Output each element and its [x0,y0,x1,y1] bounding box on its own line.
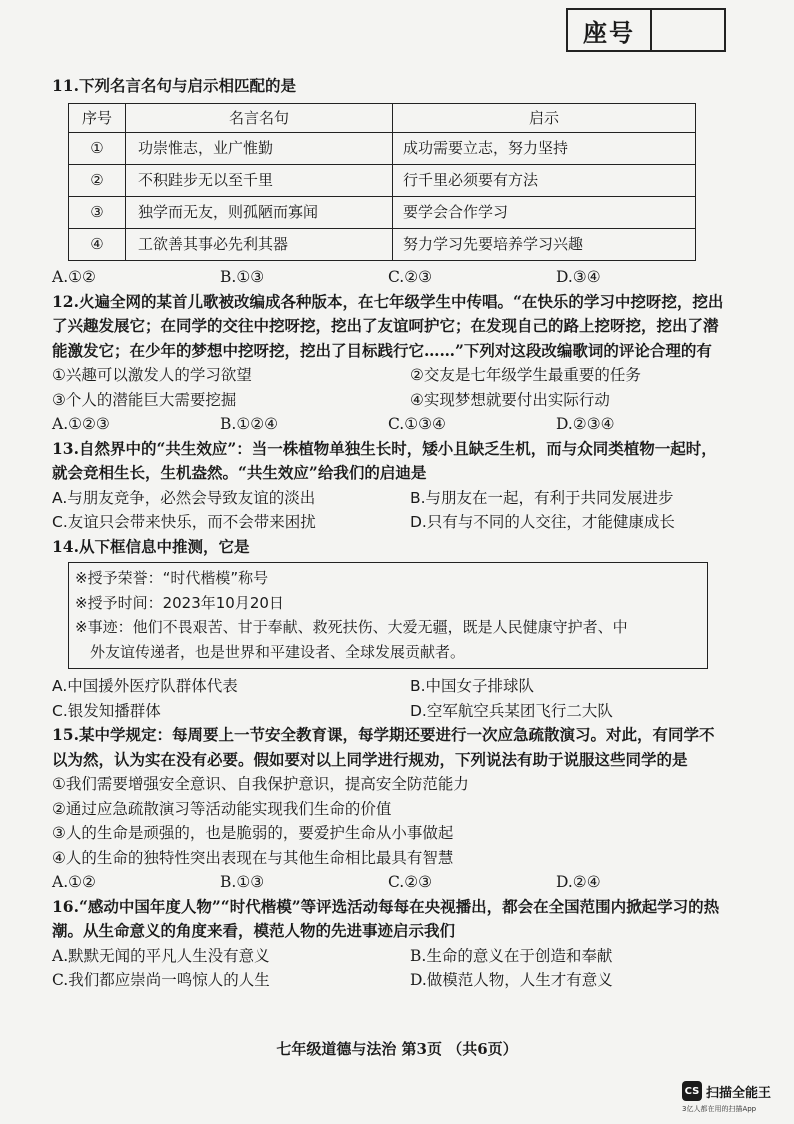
question-13 [52,437,724,535]
motto-quote: 不积跬步无以至千里 [126,165,393,197]
option-d: D.②③④ [556,415,615,433]
option-d: D.空军航空兵某团飞行二大队 [410,701,613,720]
option-a: A.①② [52,268,96,286]
statement: ④人的生命的独特性突出表现在与其他生命相比最具有智慧 [52,848,454,867]
motto-insight: 努力学习先要培养学习兴趣 [393,229,696,261]
page-footer: 七年级道德与法治 第3页 （共6页） [276,1040,518,1058]
answer-options [52,265,724,290]
seat-label: 座号 [568,10,652,50]
option-c: C.①③④ [388,415,446,433]
statement: ③人的生命是顽强的，也是脆弱的，要爱护生命从小事做起 [52,824,454,842]
answer-options [52,486,724,535]
option-c: C.②③ [388,873,433,891]
table-header: 启示 [393,103,696,133]
camscanner-icon: CS [682,1081,702,1101]
info-box [68,562,708,669]
motto-quote: 功崇惟志，业广惟勤 [126,133,393,165]
question-stem: 16.“感动中国年度人物”“时代楷模”等评选活动每每在央视播出，都会在全国范围内掀起学习的热潮。从生命意义的角度来看，模范人物的先进事迹启示我们 [52,896,720,940]
question-16 [52,895,724,993]
question-stem: 13.自然界中的“共生效应”：当一株植物单独生长时，矮小且缺乏生机，而与众同类植物一起时，就会竞相生长，生机盎然。“共生效应”给我们的启迪是 [52,438,717,482]
seat-value-blank [652,10,724,50]
question-14 [52,535,724,724]
option-b: B.与朋友在一起，有利于共同发展进步 [410,488,674,507]
row-number: ④ [69,229,126,261]
table-row [69,229,696,261]
motto-quote: 独学而无友，则孤陋而寡闻 [126,197,393,229]
answer-options [52,870,724,895]
statement: ②交友是七年级学生最重要的任务 [410,366,641,384]
option-c: C.②③ [388,268,433,286]
option-b: B.生命的意义在于创造和奉献 [410,946,613,965]
question-stem: 12.火遍全网的某首儿歌被改编成各种版本，在七年级学生中传唱。“在快乐的学习中挖呀挖，挖出了兴趣发展它；在同学的交往中挖呀挖，挖出了友谊呵护它；在发现自己的路上挖呀挖，挖出了潜能激发它；在少年的梦想中挖呀挖，挖出了目标践行它……”下列对这段改编歌词的评论合理的有 [52,291,724,360]
option-d: D.③④ [556,268,601,286]
question-list [52,74,724,993]
info-line: ※授予荣誉：“时代楷模”称号 [75,569,269,587]
answer-options [52,674,724,723]
option-a: A.与朋友竞争，必然会导致友谊的淡出 [52,488,316,507]
row-number: ③ [69,197,126,229]
row-number: ② [69,165,126,197]
question-stem: 14.从下框信息中推测，它是 [52,536,250,556]
option-d: D.做模范人物，人生才有意义 [410,971,613,989]
option-b: B.①②④ [220,415,279,433]
question-stem: 15.某中学规定：每周要上一节安全教育课，每学期还要进行一次应急疏散演习。对此，有同学不以为然，认为实在没有必要。假如要对以上同学进行规劝，下列说法有助于说服这些同学的是 [52,725,715,769]
statement: ①我们需要增强安全意识、自我保护意识，提高安全防范能力 [52,775,469,793]
watermark-name: 扫描全能王 [706,1085,772,1101]
statement: ④实现梦想就要付出实际行动 [410,390,610,409]
table-header-row [69,103,696,133]
option-c: C.我们都应崇尚一鸣惊人的人生 [52,971,270,989]
option-d: D.只有与不同的人交往，才能健康成长 [410,513,675,531]
motto-insight: 要学会合作学习 [393,197,696,229]
table-row [69,133,696,165]
option-a: A.中国援外医疗队群体代表 [52,677,238,695]
question-stem: 11.下列名言名句与启示相匹配的是 [52,76,296,95]
motto-insight: 成功需要立志，努力坚持 [393,133,696,165]
table-header: 名言名句 [126,103,393,133]
option-d: D.②④ [556,873,601,891]
option-a: A.①②③ [52,415,110,433]
question-12 [52,290,724,437]
info-line: ※授予时间：2023年10月20日 [75,593,284,612]
motto-table [68,103,696,262]
info-line: 外友谊传递者，也是世界和平建设者、全球发展贡献者。 [90,642,466,661]
statement: ③个人的潜能巨大需要挖掘 [52,390,237,409]
option-a: A.①② [52,873,96,891]
question-11 [52,74,724,290]
motto-insight: 行千里必须要有方法 [393,165,696,197]
option-c: C.银发知播群体 [52,701,161,720]
scanner-watermark [682,1081,771,1101]
row-number: ① [69,133,126,165]
option-b: B.①③ [220,268,265,286]
option-b: B.中国女子排球队 [410,677,535,695]
answer-options [52,412,724,437]
motto-quote: 工欲善其事必先利其器 [126,229,393,261]
option-b: B.①③ [220,873,265,891]
statement: ①兴趣可以激发人的学习欲望 [52,366,252,384]
table-row [69,197,696,229]
statement-list [52,363,724,412]
option-c: C.友谊只会带来快乐，而不会带来困扰 [52,513,316,531]
seat-number-box [566,8,726,52]
answer-options [52,944,724,993]
table-header: 序号 [69,103,126,133]
option-a: A.默默无闻的平凡人生没有意义 [52,946,270,965]
watermark-tagline: 3亿人都在用的扫描App [682,1105,757,1113]
info-line: ※事迹：他们不畏艰苦、甘于奉献、救死扶伤、大爱无疆，既是人民健康守护者、中 [75,618,628,636]
statement: ②通过应急疏散演习等活动能实现我们生命的价值 [52,799,392,818]
table-row [69,165,696,197]
question-15 [52,723,724,895]
statement-list [52,772,724,870]
